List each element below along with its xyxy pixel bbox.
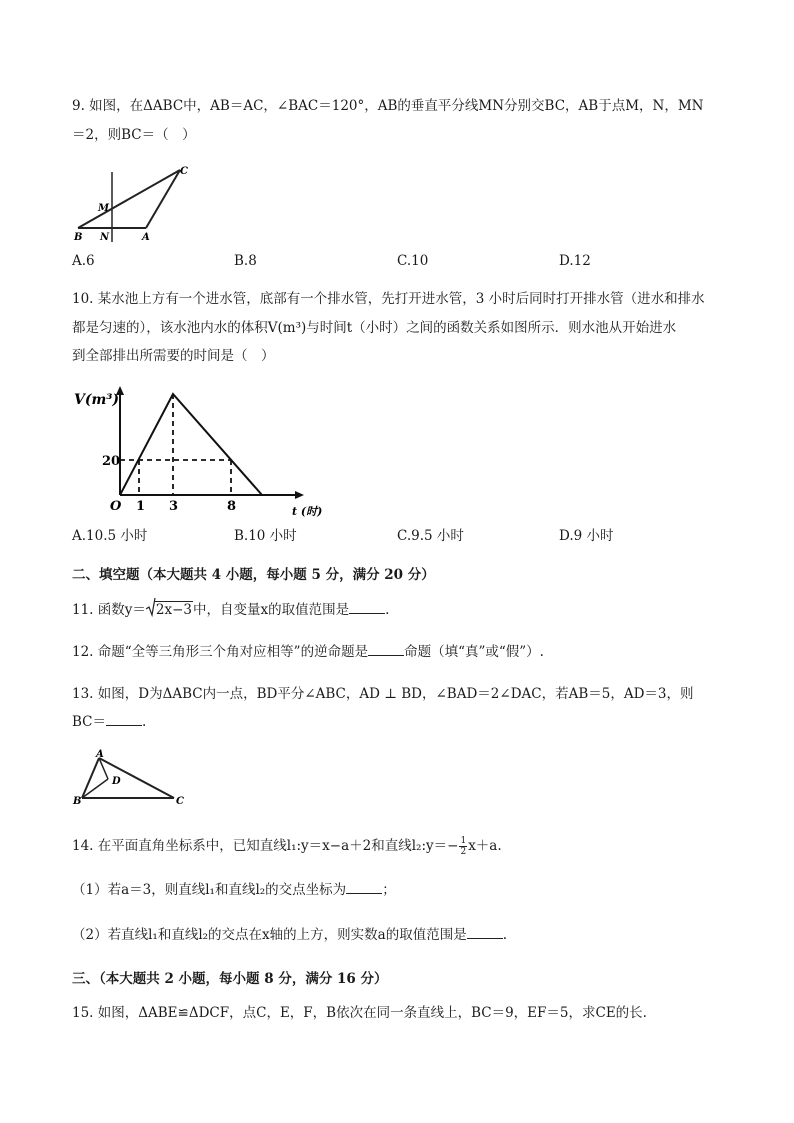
y-axis-label: V(m³): [74, 392, 120, 408]
ac-segment: [99, 758, 174, 798]
fraction-numerator: 1: [460, 836, 467, 846]
label-b: B: [73, 796, 82, 807]
q14-stem-end: x＋a.: [468, 838, 502, 854]
fraction-denominator: 2: [460, 847, 467, 857]
q9-option-b: B.8: [234, 253, 257, 269]
q13-answer-blank: [106, 713, 142, 726]
q9-line1: 9. 如图，在ΔABC中，AB＝AC，∠BAC＝120°，AB的垂直平分线MN分别交BC，AB于点M，N，MN: [72, 98, 704, 114]
section-3-heading: 三、（本大题共 2 小题，每小题 8 分，满分 16 分）: [72, 971, 388, 987]
q10-option-a: A.10.5 小时: [72, 528, 148, 544]
tick-label-3: 3: [169, 499, 179, 514]
q15-line: 15. 如图，ΔABE≌ΔDCF，点C，E，F，B依次在同一条直线上，BC＝9，EF＝5，求CE的长.: [72, 1005, 647, 1021]
q14-part2-blank: [467, 926, 503, 939]
q10-option-c: C.9.5 小时: [397, 528, 464, 544]
label-a: A: [96, 749, 104, 760]
label-b: B: [74, 232, 83, 243]
label-c: C: [176, 796, 184, 807]
q9-option-c: C.10: [397, 253, 429, 269]
q11-after: 中，自变量x的取值范围是: [193, 602, 350, 618]
q12-answer-blank: [368, 643, 404, 656]
sqrt-icon: [146, 598, 156, 618]
label-a: A: [142, 232, 150, 243]
q9-line2: ＝2，则BC＝（ ）: [72, 127, 196, 143]
q14-part1-end: ；: [382, 882, 396, 898]
q11-answer-blank: [349, 601, 385, 614]
q14-part2: （2）若直线l₁和直线l₂的交点在x轴的上方，则实数a的取值范围是 .: [72, 927, 508, 943]
q13-triangle-figure: [70, 746, 190, 810]
x-axis-arrow: [295, 491, 304, 499]
q12-after: 命题（填“真”或“假”）.: [404, 644, 544, 660]
q10-option-b: B.10 小时: [234, 528, 297, 544]
volume-line: [120, 394, 262, 495]
tick-label-1: 1: [136, 499, 146, 514]
tick-label-20: 20: [102, 454, 121, 469]
q10-line3: 到全部排出所需要的时间是（ ）: [72, 348, 275, 364]
q14-part1-blank: [346, 881, 382, 894]
q11-before: 11. 函数y＝: [72, 602, 146, 618]
q14-part1-text: （1）若a＝3，则直线l₁和直线l₂的交点坐标为: [72, 882, 347, 898]
q14-stem-text: 14. 在平面直角坐标系中，已知直线l₁:y＝x−a＋2和直线l₂:y＝−: [72, 838, 459, 854]
sqrt-radicand: 2x−3: [155, 602, 192, 618]
q13-line1: 13. 如图，D为ΔABC内一点，BD平分∠ABC，AD ⊥ BD，∠BAD＝2∠DAC，若AB＝5，AD＝3，则: [72, 686, 694, 702]
q10-line2: 都是匀速的），该水池内水的体积V(m³)与时间t（小时）之间的函数关系如图所示．则水池从开始进水: [72, 320, 677, 336]
label-m: M: [98, 203, 110, 214]
q13-line2: BC＝ .: [72, 714, 147, 730]
bc-segment: [78, 170, 180, 228]
q9-triangle-figure: [70, 160, 200, 246]
fraction-one-half: [459, 836, 467, 857]
q13-line2-text: BC＝: [72, 714, 107, 730]
tick-label-8: 8: [227, 499, 237, 514]
origin-label: O: [110, 499, 122, 514]
q14-stem: [72, 836, 502, 857]
section-2-heading: 二、填空题（本大题共 4 小题，每小题 5 分，满分 20 分）: [72, 567, 435, 583]
label-c: C: [180, 166, 188, 177]
q9-option-a: A.6: [72, 253, 95, 269]
q10-option-d: D.9 小时: [559, 528, 614, 544]
q10-line1: 10. 某水池上方有一个进水管，底部有一个排水管，先打开进水管，3 小时后同时打开排水管（进水和排水: [72, 291, 705, 307]
q10-volume-time-graph: [70, 380, 340, 520]
label-n: N: [100, 232, 110, 243]
q9-option-d: D.12: [559, 253, 591, 269]
q11-line: 11. 函数y＝ 2x−3中，自变量x的取值范围是 .: [72, 601, 389, 619]
x-axis-label: t (时): [292, 505, 323, 518]
q12-before: 12. 命题“全等三角形三个角对应相等”的逆命题是: [72, 644, 369, 660]
sqrt-expression: [146, 601, 193, 619]
q14-part2-text: （2）若直线l₁和直线l₂的交点在x轴的上方，则实数a的取值范围是: [72, 927, 467, 943]
label-d: D: [112, 776, 121, 787]
q14-part1: [72, 881, 396, 899]
q12-line: [72, 643, 544, 661]
